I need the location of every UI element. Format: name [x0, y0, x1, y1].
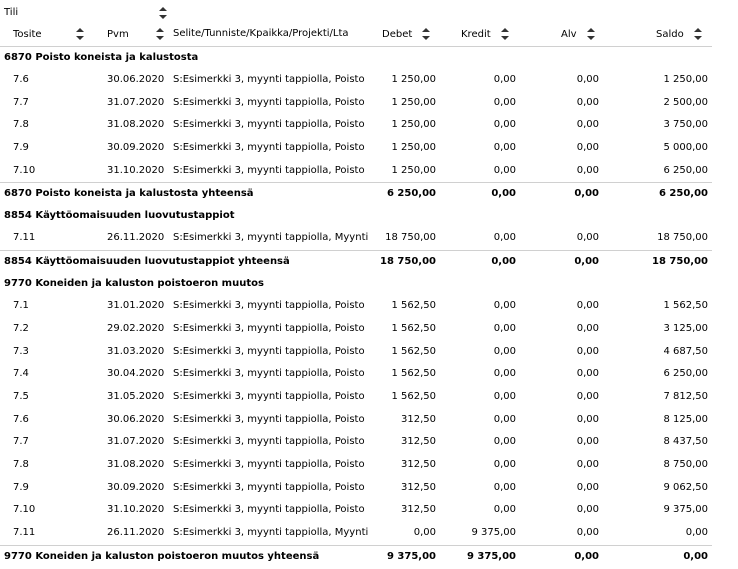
cell-kredit: 9 375,00	[471, 527, 516, 538]
table-row[interactable]	[0, 341, 738, 364]
sort-tosite-icon[interactable]	[76, 28, 84, 40]
account-group-title: 9770 Koneiden ja kaluston poistoeron muutos	[4, 278, 264, 290]
cell-selite: S:Esimerkki 3, myynti tappiolla, Poisto	[173, 74, 365, 85]
cell-tosite: 7.9	[13, 481, 29, 493]
cell-debet: 1 562,50	[391, 322, 436, 334]
total-alv: 0,00	[574, 188, 599, 200]
cell-tosite: 7.2	[13, 322, 29, 334]
cell-debet: 312,50	[401, 458, 436, 470]
table-row[interactable]	[0, 137, 738, 160]
sort-saldo-icon[interactable]	[694, 28, 702, 40]
cell-kredit: 0,00	[493, 504, 516, 516]
cell-debet: 1 250,00	[391, 74, 436, 85]
cell-tosite: 7.7	[13, 96, 29, 108]
cell-alv: 0,00	[576, 504, 599, 516]
cell-saldo: 7 812,50	[663, 390, 708, 402]
column-header-kredit[interactable]	[461, 28, 509, 42]
cell-alv: 0,00	[576, 458, 599, 470]
cell-selite: S:Esimerkki 3, myynti tappiolla, Poisto	[173, 142, 365, 154]
cell-pvm: 31.07.2020	[107, 96, 165, 108]
cell-tosite: 7.11	[13, 527, 36, 538]
column-header-tosite[interactable]	[13, 28, 84, 42]
cell-kredit: 0,00	[493, 300, 516, 312]
cell-tosite: 7.5	[13, 390, 29, 402]
cell-saldo: 0,00	[685, 527, 708, 538]
table-row[interactable]	[0, 477, 738, 500]
cell-tosite: 7.10	[13, 164, 36, 176]
table-row[interactable]	[0, 363, 738, 386]
column-header-saldo-label: Saldo	[656, 29, 684, 40]
table-row[interactable]	[0, 114, 738, 137]
cell-debet: 312,50	[401, 413, 436, 425]
tili-label: Tili	[4, 7, 19, 18]
cell-alv: 0,00	[576, 142, 599, 154]
cell-alv: 0,00	[576, 390, 599, 402]
cell-kredit: 0,00	[493, 413, 516, 425]
cell-pvm: 29.02.2020	[107, 322, 165, 334]
total-debet: 18 750,00	[380, 256, 436, 268]
sort-tili-icon[interactable]	[159, 7, 167, 19]
cell-tosite: 7.7	[13, 436, 29, 448]
account-group-title: 8854 Käyttöomaisuuden luovutustappiot	[4, 210, 235, 222]
cell-tosite: 7.11	[13, 232, 36, 244]
sort-debet-icon[interactable]	[422, 28, 430, 40]
cell-pvm: 31.08.2020	[107, 119, 165, 131]
total-alv: 0,00	[574, 256, 599, 268]
cell-debet: 1 250,00	[391, 119, 436, 131]
cell-kredit: 0,00	[493, 142, 516, 154]
total-label: 8854 Käyttöomaisuuden luovutustappiot yhteensä	[4, 256, 290, 268]
cell-selite: S:Esimerkki 3, myynti tappiolla, Poisto	[173, 504, 365, 516]
cell-saldo: 8 750,00	[663, 458, 708, 470]
account-group-title: 6870 Poisto koneista ja kalustosta	[4, 52, 199, 63]
column-header-saldo[interactable]	[656, 28, 702, 42]
report-header-top	[0, 0, 738, 22]
cell-pvm: 31.01.2020	[107, 300, 165, 312]
cell-kredit: 0,00	[493, 164, 516, 176]
cell-debet: 312,50	[401, 436, 436, 448]
group-total-row	[0, 545, 712, 568]
cell-alv: 0,00	[576, 527, 599, 538]
cell-tosite: 7.6	[13, 74, 29, 85]
cell-selite: S:Esimerkki 3, myynti tappiolla, Poisto	[173, 436, 365, 448]
cell-selite: S:Esimerkki 3, myynti tappiolla, Myynti	[173, 527, 369, 538]
cell-tosite: 7.6	[13, 413, 29, 425]
table-row[interactable]	[0, 499, 738, 522]
table-row[interactable]	[0, 409, 738, 432]
ledger-body	[0, 47, 738, 568]
cell-saldo: 8 437,50	[663, 436, 708, 448]
group-total-row	[0, 250, 712, 273]
cell-pvm: 31.07.2020	[107, 436, 165, 448]
cell-selite: S:Esimerkki 3, myynti tappiolla, Poisto	[173, 164, 365, 176]
total-kredit: 0,00	[491, 188, 516, 200]
cell-kredit: 0,00	[493, 119, 516, 131]
cell-alv: 0,00	[576, 164, 599, 176]
table-row[interactable]	[0, 386, 738, 409]
cell-pvm: 30.09.2020	[107, 481, 165, 493]
cell-pvm: 31.10.2020	[107, 504, 165, 516]
cell-selite: S:Esimerkki 3, myynti tappiolla, Myynti	[173, 232, 369, 244]
cell-selite: S:Esimerkki 3, myynti tappiolla, Poisto	[173, 345, 365, 357]
cell-debet: 1 562,50	[391, 390, 436, 402]
cell-pvm: 31.03.2020	[107, 345, 165, 357]
cell-saldo: 3 750,00	[663, 119, 708, 131]
cell-selite: S:Esimerkki 3, myynti tappiolla, Poisto	[173, 119, 365, 131]
cell-alv: 0,00	[576, 436, 599, 448]
cell-tosite: 7.3	[13, 345, 29, 357]
cell-debet: 312,50	[401, 504, 436, 516]
column-header-debet[interactable]	[382, 28, 430, 42]
cell-debet: 18 750,00	[385, 232, 436, 244]
total-saldo: 0,00	[683, 550, 708, 562]
cell-alv: 0,00	[576, 345, 599, 357]
cell-pvm: 30.04.2020	[107, 368, 165, 380]
cell-pvm: 26.11.2020	[107, 527, 165, 538]
cell-debet: 1 250,00	[391, 96, 436, 108]
cell-selite: S:Esimerkki 3, myynti tappiolla, Poisto	[173, 481, 365, 493]
cell-alv: 0,00	[576, 96, 599, 108]
sort-alv-icon[interactable]	[587, 28, 595, 40]
total-label: 6870 Poisto koneista ja kalustosta yhteensä	[4, 188, 254, 200]
cell-pvm: 31.10.2020	[107, 164, 165, 176]
cell-selite: S:Esimerkki 3, myynti tappiolla, Poisto	[173, 368, 365, 380]
cell-pvm: 26.11.2020	[107, 232, 165, 244]
cell-saldo: 4 687,50	[663, 345, 708, 357]
table-row[interactable]	[0, 160, 738, 183]
cell-saldo: 9 062,50	[663, 481, 708, 493]
column-header-alv[interactable]	[561, 28, 595, 42]
table-row[interactable]	[0, 454, 738, 477]
column-header-kredit-label: Kredit	[461, 29, 491, 40]
cell-pvm: 31.08.2020	[107, 458, 165, 470]
group-total-row	[0, 182, 712, 205]
table-row[interactable]	[0, 431, 738, 454]
cell-alv: 0,00	[576, 232, 599, 244]
table-row[interactable]	[0, 227, 738, 250]
table-row[interactable]	[0, 69, 738, 92]
total-alv: 0,00	[574, 550, 599, 562]
cell-saldo: 6 250,00	[663, 368, 708, 380]
column-header-tosite-label: Tosite	[13, 29, 42, 40]
total-saldo: 6 250,00	[658, 188, 708, 200]
total-debet: 9 375,00	[386, 550, 436, 562]
cell-selite: S:Esimerkki 3, myynti tappiolla, Poisto	[173, 413, 365, 425]
cell-selite: S:Esimerkki 3, myynti tappiolla, Poisto	[173, 300, 365, 312]
cell-alv: 0,00	[576, 119, 599, 131]
total-kredit: 0,00	[491, 256, 516, 268]
column-header-alv-label: Alv	[561, 29, 577, 40]
cell-alv: 0,00	[576, 300, 599, 312]
cell-tosite: 7.8	[13, 458, 29, 470]
cell-pvm: 30.06.2020	[107, 74, 165, 85]
cell-tosite: 7.8	[13, 119, 29, 131]
column-header-selite[interactable]: Selite/Tunniste/Kpaikka/Projekti/Lta	[173, 28, 349, 39]
cell-saldo: 9 375,00	[663, 504, 708, 516]
cell-tosite: 7.1	[13, 300, 29, 312]
cell-debet: 1 250,00	[391, 142, 436, 154]
cell-kredit: 0,00	[493, 322, 516, 334]
cell-saldo: 1 250,00	[663, 74, 708, 85]
cell-debet: 1 562,50	[391, 368, 436, 380]
cell-kredit: 0,00	[493, 74, 516, 85]
cell-debet: 1 250,00	[391, 164, 436, 176]
cell-pvm: 31.05.2020	[107, 390, 165, 402]
cell-debet: 312,50	[401, 481, 436, 493]
cell-alv: 0,00	[576, 74, 599, 85]
column-header-pvm-label: Pvm	[107, 29, 129, 40]
cell-debet: 0,00	[413, 527, 436, 538]
cell-saldo: 18 750,00	[657, 232, 708, 244]
cell-debet: 1 562,50	[391, 345, 436, 357]
table-row[interactable]	[0, 522, 738, 545]
cell-kredit: 0,00	[493, 96, 516, 108]
cell-alv: 0,00	[576, 322, 599, 334]
cell-alv: 0,00	[576, 413, 599, 425]
cell-kredit: 0,00	[493, 481, 516, 493]
column-header-pvm[interactable]	[107, 28, 164, 42]
cell-selite: S:Esimerkki 3, myynti tappiolla, Poisto	[173, 322, 365, 334]
cell-alv: 0,00	[576, 368, 599, 380]
cell-selite: S:Esimerkki 3, myynti tappiolla, Poisto	[173, 458, 365, 470]
cell-selite: S:Esimerkki 3, myynti tappiolla, Poisto	[173, 390, 365, 402]
column-headers	[0, 22, 712, 47]
total-debet: 6 250,00	[386, 188, 436, 200]
table-row[interactable]	[0, 295, 738, 318]
cell-kredit: 0,00	[493, 390, 516, 402]
cell-saldo: 1 562,50	[663, 300, 708, 312]
cell-saldo: 5 000,00	[663, 142, 708, 154]
cell-kredit: 0,00	[493, 345, 516, 357]
cell-tosite: 7.4	[13, 368, 29, 380]
cell-saldo: 6 250,00	[663, 164, 708, 176]
total-kredit: 9 375,00	[466, 550, 516, 562]
column-header-debet-label: Debet	[382, 29, 413, 40]
cell-saldo: 3 125,00	[663, 322, 708, 334]
total-saldo: 18 750,00	[652, 256, 708, 268]
cell-saldo: 8 125,00	[663, 413, 708, 425]
cell-kredit: 0,00	[493, 436, 516, 448]
table-row[interactable]	[0, 318, 738, 341]
cell-pvm: 30.06.2020	[107, 413, 165, 425]
cell-saldo: 2 500,00	[663, 96, 708, 108]
cell-debet: 1 562,50	[391, 300, 436, 312]
sort-pvm-icon[interactable]	[156, 28, 164, 40]
cell-kredit: 0,00	[493, 458, 516, 470]
table-row[interactable]	[0, 92, 738, 115]
cell-kredit: 0,00	[493, 368, 516, 380]
cell-kredit: 0,00	[493, 232, 516, 244]
cell-pvm: 30.09.2020	[107, 142, 165, 154]
cell-alv: 0,00	[576, 481, 599, 493]
cell-selite: S:Esimerkki 3, myynti tappiolla, Poisto	[173, 96, 365, 108]
cell-tosite: 7.9	[13, 142, 29, 154]
cell-tosite: 7.10	[13, 504, 36, 516]
sort-kredit-icon[interactable]	[501, 28, 509, 40]
total-label: 9770 Koneiden ja kaluston poistoeron muutos yhteensä	[4, 550, 320, 562]
